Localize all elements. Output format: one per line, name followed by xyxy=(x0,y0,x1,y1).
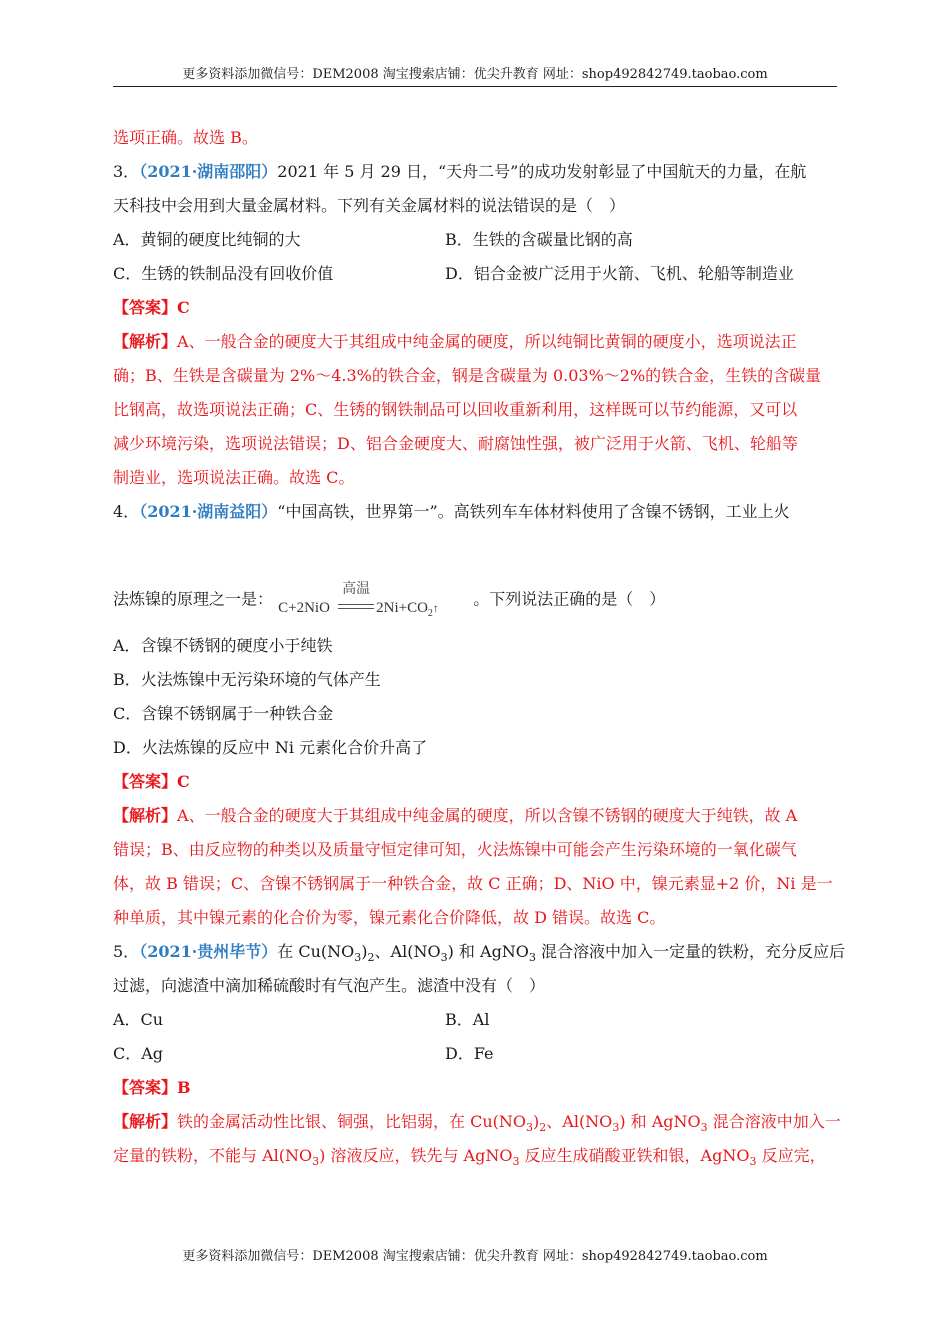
q4-analysis-label: 【解析】 xyxy=(113,806,178,825)
q3-analysis-line1 xyxy=(113,328,837,362)
q4-stem2-post: 。下列说法正确的是（ ） xyxy=(473,589,666,609)
q4-stem-line2 xyxy=(113,550,837,624)
q5-options-row1 xyxy=(113,1006,837,1040)
q4-analysis-line4: 种单质，其中镍元素的化合价为零，镍元素化合价降低，故 D 错误。故选 C。 xyxy=(113,908,666,927)
q4-option-d: D．火法炼镍的反应中 Ni 元素化合价升高了 xyxy=(113,738,428,757)
q5-option-a: A．Cu xyxy=(113,1010,164,1029)
document-body xyxy=(113,124,846,1176)
q3-source: （2021·湖南邵阳） xyxy=(139,162,278,181)
q3-answer: 【答案】C xyxy=(113,298,190,317)
page-footer: 更多资料添加微信号：DEM2008 淘宝搜索店铺：优尖升教育 网址：shop492842749.taobao.com xyxy=(182,1249,768,1264)
q5-stem-line1: 5．（2021·贵州毕节）在 $Cu(NO_3)_2$、$Al(NO_3)$ 和 AgNO$_3$ 混合溶液中加入一定量的铁粉，充分反应后 xyxy=(113,942,846,965)
q3-stem-line1 xyxy=(113,158,837,192)
q5-source: （2021·贵州毕节） xyxy=(139,942,278,961)
q4-stem-line1 xyxy=(113,498,837,532)
q5-option-d: D．Fe xyxy=(445,1044,494,1063)
q3-analysis-line3: 比钢高，故选项说法正确；C、生锈的钢铁制品可以回收重新利用，这样既可以节约能源，又可以 xyxy=(113,400,798,419)
q5-stem-line2: 过滤，向滤渣中滴加稀硫酸时有气泡产生。滤渣中没有（ ） xyxy=(113,976,546,995)
equation-bar-bottom xyxy=(338,608,374,609)
q3-option-c: C．生锈的铁制品没有回收价值 xyxy=(113,264,334,283)
q3-option-a: A．黄铜的硬度比纯铜的大 xyxy=(113,230,301,249)
page-header: 更多资料添加微信号：DEM2008 淘宝搜索店铺：优尖升教育 网址：shop492842749.taobao.com xyxy=(113,66,837,87)
q3-stem1: 2021 年 5 月 29 日，“天舟二号”的成功发射彰显了中国航天的力量，在航 xyxy=(277,162,807,181)
q3-option-d: D．铝合金被广泛用于火箭、飞机、轮船等制造业 xyxy=(445,264,794,283)
q4-option-c: C．含镍不锈钢属于一种铁合金 xyxy=(113,704,334,723)
equation-products: $2Ni+CO_2↑$ xyxy=(376,600,439,619)
q5-options-row2 xyxy=(113,1040,837,1074)
q4-stem1: “中国高铁，世界第一”。高铁列车车体材料使用了含镍不锈钢，工业上火 xyxy=(277,502,790,521)
q5-number: 5． xyxy=(113,942,140,961)
q4-source: （2021·湖南益阳） xyxy=(139,502,278,521)
q3-options-row1 xyxy=(113,226,837,260)
q4-analysis-text1: A、一般合金的硬度大于其组成中纯金属的硬度，所以含镍不锈钢的硬度大于纯铁，故 A xyxy=(177,806,798,825)
q5-analysis-line2: 定量的铁粉，不能与 $Al(NO_3)$ 溶液反应，铁先与 AgNO$_3$ 反应生成硝酸亚铁和银，AgNO$_3$ 反应完， xyxy=(113,1146,826,1169)
q4-analysis-line2: 错误；B、由反应物的种类以及质量守恒定律可知，火法炼镍中可能会产生污染环境的一氧化碳气 xyxy=(113,840,797,859)
q3-analysis-line2: 确；B、生铁是含碳量为 2%～4.3%的铁合金，钢是含碳量为 0.03%～2%的铁合金，生铁的含碳量 xyxy=(113,366,822,385)
q3-stem-line2: 天科技中会用到大量金属材料。下列有关金属材料的说法错误的是（ ） xyxy=(113,196,626,215)
q4-analysis-line3: 体，故 B 错误；C、含镍不锈钢属于一种铁合金，故 C 正确；D、NiO 中，镍元素显+2 价，Ni 是一 xyxy=(113,874,833,893)
q4-analysis-line1 xyxy=(113,802,837,836)
q5-analysis-line1: 【解析】铁的金属活动性比银、铜强，比铝弱，在 $Cu(NO_3)_2$、$Al(NO_3)$ 和 AgNO$_3$ 混合溶液中加入一 xyxy=(113,1112,841,1135)
q5-analysis-label: 【解析】 xyxy=(113,1112,178,1131)
q3-analysis-label: 【解析】 xyxy=(113,332,178,351)
q4-option-a: A．含镍不锈钢的硬度小于纯铁 xyxy=(113,636,333,655)
q3-analysis-text1: A、一般合金的硬度大于其组成中纯金属的硬度，所以纯铜比黄铜的硬度小，选项说法正 xyxy=(177,332,797,351)
q4-option-b: B．火法炼镍中无污染环境的气体产生 xyxy=(113,670,381,689)
equation-reactants: C+2NiO xyxy=(278,600,330,616)
q5-option-c: C．Ag xyxy=(113,1044,164,1063)
q3-number: 3． xyxy=(113,162,140,181)
equation-condition: 高温 xyxy=(342,582,371,597)
q3-options-row2 xyxy=(113,260,837,294)
q4-answer: 【答案】C xyxy=(113,772,190,791)
equation-bar-top xyxy=(338,604,374,605)
q3-option-b: B．生铁的含碳量比钢的高 xyxy=(445,230,633,249)
q5-answer: 【答案】B xyxy=(113,1078,191,1097)
chemical-equation xyxy=(278,580,468,620)
q5-option-b: B．Al xyxy=(445,1010,490,1029)
q4-number: 4． xyxy=(113,502,140,521)
q4-stem2-pre: 法炼镍的原理之一是： xyxy=(113,589,274,609)
previous-answer-tail: 选项正确。故选 B。 xyxy=(113,128,258,147)
q3-analysis-line5: 制造业，选项说法正确。故选 C。 xyxy=(113,468,355,487)
q3-analysis-line4: 减少环境污染，选项说法错误；D、铝合金硬度大、耐腐蚀性强，被广泛用于火箭、飞机、轮船等 xyxy=(113,434,798,453)
